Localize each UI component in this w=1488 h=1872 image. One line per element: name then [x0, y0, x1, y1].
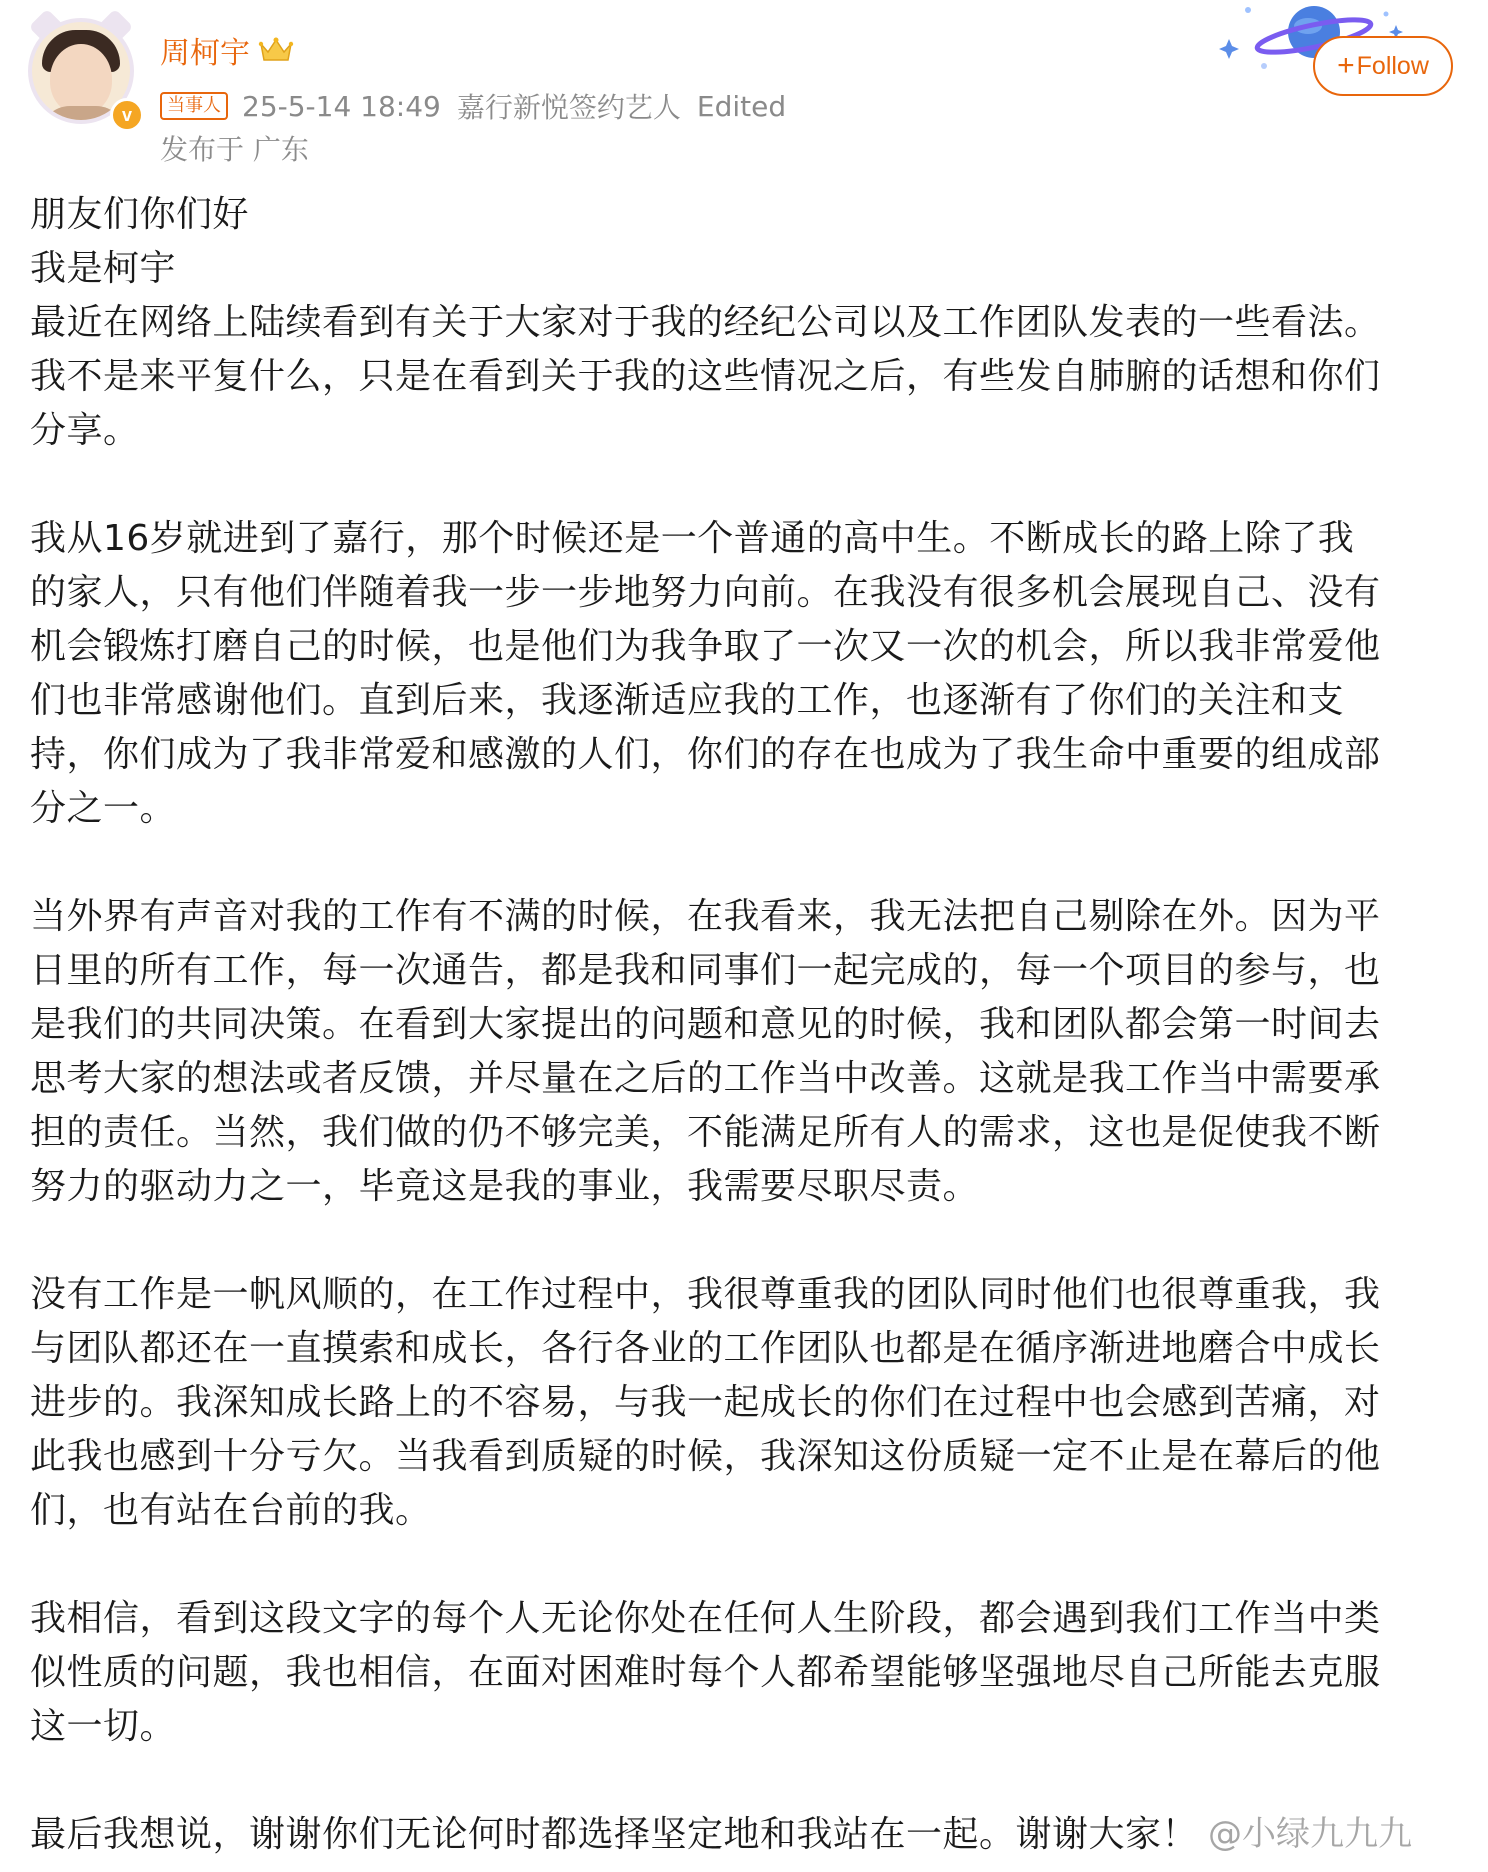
text-line: 担的责任。当然，我们做的仍不够完美，不能满足所有人的需求，这也是促使我不断	[30, 1112, 1381, 1153]
text-line: 此我也感到十分亏欠。当我看到质疑的时候，我深知这份质疑一定不止是在幕后的他	[30, 1436, 1381, 1477]
member-crown-icon[interactable]	[258, 36, 294, 64]
edited-label[interactable]: Edited	[696, 89, 787, 123]
text-line: 持，你们成为了我非常爱和感激的人们，你们的存在也成为了我生命中重要的组成部	[30, 734, 1381, 775]
text-line: 们，也有站在台前的我。	[30, 1490, 432, 1531]
text-line: 当外界有声音对我的工作有不满的时候，在我看来，我无法把自己剔除在外。因为平	[30, 896, 1381, 937]
paragraph-4	[30, 1268, 1462, 1538]
paragraph-5	[30, 1592, 1462, 1754]
follow-label: Follow	[1356, 51, 1429, 80]
post-header	[0, 0, 1488, 178]
text-line: 我不是来平复什么，只是在看到关于我的这些情况之后，有些发自肺腑的话想和你们	[30, 356, 1381, 397]
post-body	[30, 188, 1462, 1862]
text-line: 最近在网络上陆续看到有关于大家对于我的经纪公司以及工作团队发表的一些看法。	[30, 302, 1381, 343]
text-line: 的家人，只有他们伴随着我一步一步地努力向前。在我没有很多机会展现自己、没有	[30, 572, 1381, 613]
post-meta	[160, 88, 802, 124]
text-line: 努力的驱动力之一，毕竟这是我的事业，我需要尽职尽责。	[30, 1166, 980, 1207]
text-line: 机会锻炼打磨自己的时候，也是他们为我争取了一次又一次的机会，所以我非常爱他	[30, 626, 1381, 667]
text-line: 进步的。我深知成长路上的不容易，与我一起成长的你们在过程中也会感到苦痛，对	[30, 1382, 1381, 1423]
text-line: 朋友们你们好	[30, 194, 250, 235]
post-timestamp[interactable]: 25-5-14 18:49	[242, 89, 441, 123]
text-line: 们也非常感谢他们。直到后来，我逐渐适应我的工作，也逐渐有了你们的关注和支	[30, 680, 1345, 721]
text-line: 我是柯宇	[30, 248, 177, 289]
text-line: 分之一。	[30, 788, 177, 829]
verified-v-icon: v	[110, 98, 144, 132]
text-line: 这一切。	[30, 1706, 177, 1747]
plus-icon: +	[1337, 49, 1355, 82]
paragraph-3	[30, 890, 1462, 1214]
text-line: 似性质的问题，我也相信，在面对困难时每个人都希望能够坚强地尽自己所能去克服	[30, 1652, 1381, 1693]
post-location: 发布于 广东	[160, 133, 309, 166]
text-line: 分享。	[30, 410, 140, 451]
paragraph-greeting	[30, 188, 1462, 458]
text-line: 与团队都还在一直摸索和成长，各行各业的工作团队也都是在循序渐进地磨合中成长	[30, 1328, 1381, 1369]
avatar-face	[50, 44, 112, 114]
paragraph-2	[30, 512, 1462, 836]
watermark: @小绿九九九	[1208, 1814, 1412, 1854]
text-line: 最后我想说，谢谢你们无论何时都选择坚定地和我站在一起。谢谢大家！	[30, 1814, 1199, 1855]
text-line: 没有工作是一帆风顺的，在工作过程中，我很尊重我的团队同时他们也很尊重我，我	[30, 1274, 1381, 1315]
text-line: 日里的所有工作，每一次通告，都是我和同事们一起完成的，每一个项目的参与，也	[30, 950, 1381, 991]
text-line: 我从16岁就进到了嘉行，那个时候还是一个普通的高中生。不断成长的路上除了我	[30, 518, 1355, 559]
party-tag: 当事人	[160, 92, 228, 120]
text-line: 是我们的共同决策。在看到大家提出的问题和意见的时候，我和团队都会第一时间去	[30, 1004, 1381, 1045]
author-name[interactable]: 周柯宇	[160, 36, 250, 71]
text-line: 思考大家的想法或者反馈，并尽量在之后的工作当中改善。这就是我工作当中需要承	[30, 1058, 1381, 1099]
text-line: 我相信，看到这段文字的每个人无论你处在任何人生阶段，都会遇到我们工作当中类	[30, 1598, 1381, 1639]
author-affiliation: 嘉行新悦签约艺人	[456, 91, 681, 124]
follow-button[interactable]	[1313, 36, 1453, 96]
avatar[interactable]	[28, 18, 138, 128]
